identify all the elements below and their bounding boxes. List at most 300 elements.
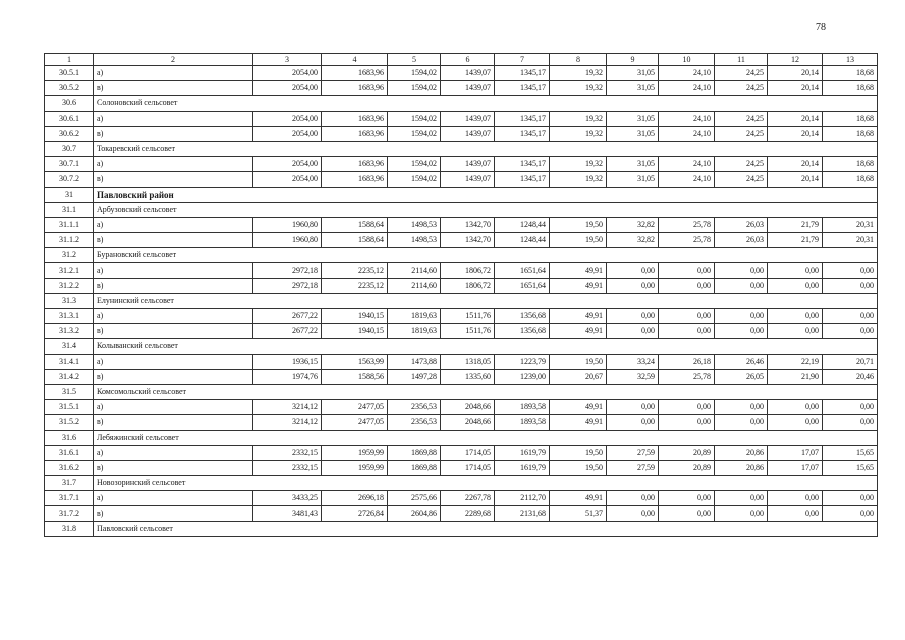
table-cell: 20,89 bbox=[659, 460, 715, 475]
table-cell: 31,05 bbox=[607, 66, 659, 81]
table-cell: 18,68 bbox=[823, 111, 878, 126]
table-cell: 20,14 bbox=[768, 66, 823, 81]
table-cell: 2235,12 bbox=[322, 278, 388, 293]
table-cell: 1594,02 bbox=[388, 66, 441, 81]
table-cell: 31,05 bbox=[607, 172, 659, 187]
row-label: Павловский сельсовет bbox=[94, 521, 878, 536]
table-cell: 2972,18 bbox=[253, 263, 322, 278]
table-row bbox=[45, 81, 878, 96]
row-code: 31.1 bbox=[45, 202, 94, 217]
row-code: 31.1.1 bbox=[45, 217, 94, 232]
table-cell: 24,10 bbox=[659, 157, 715, 172]
table-cell: 1936,15 bbox=[253, 354, 322, 369]
row-label: а) bbox=[94, 491, 253, 506]
table-cell: 2131,68 bbox=[495, 506, 550, 521]
table-cell: 27,59 bbox=[607, 445, 659, 460]
table-cell: 1511,76 bbox=[441, 309, 495, 324]
table-cell: 24,10 bbox=[659, 66, 715, 81]
table-cell: 2235,12 bbox=[322, 263, 388, 278]
row-label: а) bbox=[94, 66, 253, 81]
subsection-row bbox=[45, 248, 878, 263]
table-cell: 1594,02 bbox=[388, 126, 441, 141]
row-label: Комсомольский сельсовет bbox=[94, 384, 878, 399]
table-cell: 0,00 bbox=[823, 263, 878, 278]
table-cell: 0,00 bbox=[768, 400, 823, 415]
row-code: 31.2 bbox=[45, 248, 94, 263]
column-header: 7 bbox=[495, 54, 550, 66]
table-cell: 1819,63 bbox=[388, 324, 441, 339]
table-cell: 0,00 bbox=[823, 400, 878, 415]
row-code: 30.5.2 bbox=[45, 81, 94, 96]
column-header: 11 bbox=[715, 54, 768, 66]
table-cell: 1345,17 bbox=[495, 81, 550, 96]
table-cell: 0,00 bbox=[659, 491, 715, 506]
table-cell: 32,82 bbox=[607, 233, 659, 248]
table-cell: 2054,00 bbox=[253, 157, 322, 172]
row-label: а) bbox=[94, 309, 253, 324]
table-cell: 0,00 bbox=[823, 278, 878, 293]
column-header: 2 bbox=[94, 54, 253, 66]
table-cell: 0,00 bbox=[659, 506, 715, 521]
table-row bbox=[45, 66, 878, 81]
row-label: а) bbox=[94, 263, 253, 278]
table-cell: 26,18 bbox=[659, 354, 715, 369]
table-cell: 2604,86 bbox=[388, 506, 441, 521]
table-cell: 49,91 bbox=[550, 278, 607, 293]
column-header: 12 bbox=[768, 54, 823, 66]
table-row bbox=[45, 309, 878, 324]
table-cell: 2356,53 bbox=[388, 415, 441, 430]
table-row bbox=[45, 491, 878, 506]
row-code: 31.5.1 bbox=[45, 400, 94, 415]
table-cell: 0,00 bbox=[715, 324, 768, 339]
table-row bbox=[45, 324, 878, 339]
table-cell: 0,00 bbox=[607, 415, 659, 430]
table-cell: 0,00 bbox=[607, 278, 659, 293]
table-cell: 19,32 bbox=[550, 66, 607, 81]
table-cell: 1940,15 bbox=[322, 324, 388, 339]
row-code: 31.5.2 bbox=[45, 415, 94, 430]
table-cell: 0,00 bbox=[607, 324, 659, 339]
table-cell: 19,32 bbox=[550, 157, 607, 172]
table-cell: 20,31 bbox=[823, 217, 878, 232]
table-cell: 1497,28 bbox=[388, 369, 441, 384]
table-cell: 49,91 bbox=[550, 324, 607, 339]
table-cell: 2677,22 bbox=[253, 324, 322, 339]
page-number: 78 bbox=[816, 22, 826, 33]
subsection-row bbox=[45, 384, 878, 399]
table-cell: 24,10 bbox=[659, 81, 715, 96]
table-cell: 33,24 bbox=[607, 354, 659, 369]
table-cell: 2054,00 bbox=[253, 111, 322, 126]
row-label: в) bbox=[94, 233, 253, 248]
table-cell: 19,32 bbox=[550, 111, 607, 126]
table-cell: 1439,07 bbox=[441, 66, 495, 81]
table-cell: 25,78 bbox=[659, 217, 715, 232]
table-cell: 49,91 bbox=[550, 491, 607, 506]
district-row bbox=[45, 187, 878, 202]
table-cell: 1345,17 bbox=[495, 157, 550, 172]
table-cell: 22,19 bbox=[768, 354, 823, 369]
table-cell: 21,90 bbox=[768, 369, 823, 384]
table-cell: 15,65 bbox=[823, 445, 878, 460]
table-cell: 1683,96 bbox=[322, 172, 388, 187]
table-cell: 19,50 bbox=[550, 217, 607, 232]
table-row bbox=[45, 415, 878, 430]
subsection-row bbox=[45, 430, 878, 445]
table-cell: 18,68 bbox=[823, 157, 878, 172]
table-cell: 1683,96 bbox=[322, 126, 388, 141]
row-code: 31.7 bbox=[45, 476, 94, 491]
table-cell: 24,25 bbox=[715, 126, 768, 141]
table-cell: 1335,60 bbox=[441, 369, 495, 384]
table-row bbox=[45, 369, 878, 384]
table-cell: 1806,72 bbox=[441, 263, 495, 278]
table-cell: 24,25 bbox=[715, 172, 768, 187]
table-cell: 1239,00 bbox=[495, 369, 550, 384]
table-cell: 2054,00 bbox=[253, 172, 322, 187]
table-cell: 1439,07 bbox=[441, 126, 495, 141]
row-code: 30.6 bbox=[45, 96, 94, 111]
table-cell: 2048,66 bbox=[441, 415, 495, 430]
table-cell: 1594,02 bbox=[388, 111, 441, 126]
table-cell: 0,00 bbox=[715, 309, 768, 324]
subsection-row bbox=[45, 96, 878, 111]
table-cell: 15,65 bbox=[823, 460, 878, 475]
table-cell: 1683,96 bbox=[322, 157, 388, 172]
row-code: 31.6 bbox=[45, 430, 94, 445]
table-row bbox=[45, 400, 878, 415]
column-header: 1 bbox=[45, 54, 94, 66]
table-cell: 51,37 bbox=[550, 506, 607, 521]
table-cell: 31,05 bbox=[607, 81, 659, 96]
table-cell: 2112,70 bbox=[495, 491, 550, 506]
table-cell: 0,00 bbox=[823, 324, 878, 339]
table-cell: 1498,53 bbox=[388, 217, 441, 232]
table-cell: 24,25 bbox=[715, 111, 768, 126]
table-cell: 2696,18 bbox=[322, 491, 388, 506]
row-code: 31.6.2 bbox=[45, 460, 94, 475]
table-cell: 0,00 bbox=[607, 263, 659, 278]
table-cell: 2054,00 bbox=[253, 126, 322, 141]
table-row bbox=[45, 233, 878, 248]
row-code: 31.7.2 bbox=[45, 506, 94, 521]
table-cell: 19,32 bbox=[550, 81, 607, 96]
column-header: 13 bbox=[823, 54, 878, 66]
row-code: 31.4.2 bbox=[45, 369, 94, 384]
table-row bbox=[45, 506, 878, 521]
table-cell: 18,68 bbox=[823, 172, 878, 187]
table-cell: 1869,88 bbox=[388, 460, 441, 475]
table-cell: 0,00 bbox=[823, 491, 878, 506]
table-cell: 21,79 bbox=[768, 217, 823, 232]
table-cell: 24,10 bbox=[659, 172, 715, 187]
table-cell: 1345,17 bbox=[495, 126, 550, 141]
table-cell: 0,00 bbox=[715, 400, 768, 415]
table-cell: 19,32 bbox=[550, 172, 607, 187]
table-cell: 2267,78 bbox=[441, 491, 495, 506]
table-row bbox=[45, 354, 878, 369]
table-cell: 1651,64 bbox=[495, 263, 550, 278]
subsection-row bbox=[45, 293, 878, 308]
table-cell: 1806,72 bbox=[441, 278, 495, 293]
row-label: Бурановский сельсовет bbox=[94, 248, 878, 263]
table-cell: 1651,64 bbox=[495, 278, 550, 293]
row-code: 30.5.1 bbox=[45, 66, 94, 81]
tariff-table bbox=[44, 53, 878, 537]
table-cell: 0,00 bbox=[659, 415, 715, 430]
table-cell: 24,10 bbox=[659, 111, 715, 126]
row-code: 30.7 bbox=[45, 141, 94, 156]
row-code: 30.6.2 bbox=[45, 126, 94, 141]
table-cell: 1248,44 bbox=[495, 233, 550, 248]
table-cell: 1563,99 bbox=[322, 354, 388, 369]
table-cell: 24,25 bbox=[715, 157, 768, 172]
table-cell: 17,07 bbox=[768, 460, 823, 475]
row-code: 31.2.1 bbox=[45, 263, 94, 278]
row-label: Солоновский сельсовет bbox=[94, 96, 878, 111]
table-cell: 20,71 bbox=[823, 354, 878, 369]
table-cell: 3214,12 bbox=[253, 415, 322, 430]
row-label: в) bbox=[94, 172, 253, 187]
table-cell: 1683,96 bbox=[322, 111, 388, 126]
table-cell: 0,00 bbox=[607, 506, 659, 521]
table-cell: 1439,07 bbox=[441, 111, 495, 126]
table-row bbox=[45, 111, 878, 126]
table-cell: 32,82 bbox=[607, 217, 659, 232]
table-cell: 2332,15 bbox=[253, 445, 322, 460]
table-cell: 19,50 bbox=[550, 233, 607, 248]
table-cell: 26,03 bbox=[715, 233, 768, 248]
table-cell: 0,00 bbox=[607, 309, 659, 324]
row-code: 30.6.1 bbox=[45, 111, 94, 126]
row-code: 31.8 bbox=[45, 521, 94, 536]
table-cell: 1342,70 bbox=[441, 217, 495, 232]
table-cell: 18,68 bbox=[823, 126, 878, 141]
table-cell: 1345,17 bbox=[495, 172, 550, 187]
table-cell: 20,14 bbox=[768, 111, 823, 126]
table-cell: 1588,64 bbox=[322, 217, 388, 232]
table-cell: 32,59 bbox=[607, 369, 659, 384]
table-cell: 20,86 bbox=[715, 460, 768, 475]
table-cell: 0,00 bbox=[607, 491, 659, 506]
table-cell: 0,00 bbox=[768, 309, 823, 324]
row-label: Колыванский сельсовет bbox=[94, 339, 878, 354]
table-row bbox=[45, 263, 878, 278]
row-label: в) bbox=[94, 81, 253, 96]
table-cell: 0,00 bbox=[823, 415, 878, 430]
table-cell: 0,00 bbox=[768, 278, 823, 293]
subsection-row bbox=[45, 476, 878, 491]
table-cell: 2726,84 bbox=[322, 506, 388, 521]
row-label: а) bbox=[94, 157, 253, 172]
table-cell: 0,00 bbox=[768, 415, 823, 430]
row-label: Новозоринский сельсовет bbox=[94, 476, 878, 491]
row-label: в) bbox=[94, 415, 253, 430]
table-cell: 49,91 bbox=[550, 415, 607, 430]
row-code: 31.7.1 bbox=[45, 491, 94, 506]
table-row bbox=[45, 460, 878, 475]
table-cell: 20,67 bbox=[550, 369, 607, 384]
row-code: 31.3 bbox=[45, 293, 94, 308]
table-cell: 1223,79 bbox=[495, 354, 550, 369]
row-code: 31 bbox=[45, 187, 94, 202]
table-cell: 31,05 bbox=[607, 157, 659, 172]
table-cell: 2054,00 bbox=[253, 81, 322, 96]
table-cell: 1439,07 bbox=[441, 172, 495, 187]
table-cell: 1893,58 bbox=[495, 415, 550, 430]
subsection-row bbox=[45, 339, 878, 354]
table-cell: 20,46 bbox=[823, 369, 878, 384]
row-code: 31.4 bbox=[45, 339, 94, 354]
table-cell: 17,07 bbox=[768, 445, 823, 460]
row-code: 30.7.2 bbox=[45, 172, 94, 187]
row-code: 31.6.1 bbox=[45, 445, 94, 460]
table-cell: 1588,64 bbox=[322, 233, 388, 248]
table-cell: 2972,18 bbox=[253, 278, 322, 293]
row-label: а) bbox=[94, 354, 253, 369]
table-cell: 19,50 bbox=[550, 354, 607, 369]
table-cell: 1594,02 bbox=[388, 172, 441, 187]
table-cell: 26,46 bbox=[715, 354, 768, 369]
table-cell: 1869,88 bbox=[388, 445, 441, 460]
table-cell: 20,14 bbox=[768, 172, 823, 187]
table-cell: 0,00 bbox=[659, 324, 715, 339]
table-cell: 20,86 bbox=[715, 445, 768, 460]
table-cell: 0,00 bbox=[715, 263, 768, 278]
table-cell: 18,68 bbox=[823, 81, 878, 96]
table-cell: 0,00 bbox=[768, 491, 823, 506]
table-cell: 1473,88 bbox=[388, 354, 441, 369]
table-cell: 1960,80 bbox=[253, 233, 322, 248]
table-cell: 24,25 bbox=[715, 81, 768, 96]
table-cell: 31,05 bbox=[607, 111, 659, 126]
row-code: 31.5 bbox=[45, 384, 94, 399]
column-header: 9 bbox=[607, 54, 659, 66]
table-cell: 1619,79 bbox=[495, 460, 550, 475]
table-cell: 0,00 bbox=[715, 491, 768, 506]
table-cell: 24,10 bbox=[659, 126, 715, 141]
table-cell: 1714,05 bbox=[441, 460, 495, 475]
table-cell: 1619,79 bbox=[495, 445, 550, 460]
table-cell: 2114,60 bbox=[388, 263, 441, 278]
table-cell: 49,91 bbox=[550, 263, 607, 278]
table-cell: 1819,63 bbox=[388, 309, 441, 324]
table-cell: 19,32 bbox=[550, 126, 607, 141]
row-label: Лебяжинский сельсовет bbox=[94, 430, 878, 445]
table-cell: 1959,99 bbox=[322, 460, 388, 475]
row-label: Елунинский сельсовет bbox=[94, 293, 878, 308]
table-cell: 3214,12 bbox=[253, 400, 322, 415]
row-code: 31.3.2 bbox=[45, 324, 94, 339]
row-code: 31.3.1 bbox=[45, 309, 94, 324]
table-cell: 1356,68 bbox=[495, 324, 550, 339]
table-cell: 0,00 bbox=[823, 506, 878, 521]
row-label: в) bbox=[94, 369, 253, 384]
column-header: 5 bbox=[388, 54, 441, 66]
column-header: 6 bbox=[441, 54, 495, 66]
table-cell: 1356,68 bbox=[495, 309, 550, 324]
row-label: Арбузовский сельсовет bbox=[94, 202, 878, 217]
table-cell: 0,00 bbox=[715, 506, 768, 521]
row-code: 30.7.1 bbox=[45, 157, 94, 172]
table-cell: 2575,66 bbox=[388, 491, 441, 506]
column-header: 3 bbox=[253, 54, 322, 66]
table-cell: 1588,56 bbox=[322, 369, 388, 384]
table-cell: 25,78 bbox=[659, 369, 715, 384]
row-label: в) bbox=[94, 278, 253, 293]
table-cell: 2477,05 bbox=[322, 415, 388, 430]
table-cell: 2477,05 bbox=[322, 400, 388, 415]
row-code: 31.2.2 bbox=[45, 278, 94, 293]
table-cell: 1511,76 bbox=[441, 324, 495, 339]
table-cell: 26,03 bbox=[715, 217, 768, 232]
table-cell: 25,78 bbox=[659, 233, 715, 248]
row-label: в) bbox=[94, 460, 253, 475]
table-cell: 1893,58 bbox=[495, 400, 550, 415]
table-cell: 2054,00 bbox=[253, 66, 322, 81]
table-cell: 1345,17 bbox=[495, 111, 550, 126]
table-cell: 0,00 bbox=[659, 309, 715, 324]
table-cell: 2114,60 bbox=[388, 278, 441, 293]
row-code: 31.4.1 bbox=[45, 354, 94, 369]
table-cell: 1960,80 bbox=[253, 217, 322, 232]
table-cell: 2356,53 bbox=[388, 400, 441, 415]
table-row bbox=[45, 217, 878, 232]
row-label: в) bbox=[94, 324, 253, 339]
table-cell: 49,91 bbox=[550, 400, 607, 415]
table-cell: 0,00 bbox=[768, 324, 823, 339]
table-row bbox=[45, 172, 878, 187]
table-cell: 3433,25 bbox=[253, 491, 322, 506]
table-cell: 1683,96 bbox=[322, 81, 388, 96]
table-cell: 1714,05 bbox=[441, 445, 495, 460]
table-cell: 0,00 bbox=[768, 263, 823, 278]
table-cell: 49,91 bbox=[550, 309, 607, 324]
table-cell: 1342,70 bbox=[441, 233, 495, 248]
table-cell: 1439,07 bbox=[441, 157, 495, 172]
column-header: 4 bbox=[322, 54, 388, 66]
table-cell: 0,00 bbox=[659, 263, 715, 278]
subsection-row bbox=[45, 141, 878, 156]
table-cell: 0,00 bbox=[715, 278, 768, 293]
table-cell: 19,50 bbox=[550, 445, 607, 460]
subsection-row bbox=[45, 521, 878, 536]
table-cell: 1248,44 bbox=[495, 217, 550, 232]
table-cell: 1974,76 bbox=[253, 369, 322, 384]
table-cell: 27,59 bbox=[607, 460, 659, 475]
table-cell: 0,00 bbox=[607, 400, 659, 415]
row-label: а) bbox=[94, 400, 253, 415]
table-cell: 1345,17 bbox=[495, 66, 550, 81]
table-cell: 1439,07 bbox=[441, 81, 495, 96]
table-cell: 1594,02 bbox=[388, 81, 441, 96]
row-label: а) bbox=[94, 217, 253, 232]
table-cell: 24,25 bbox=[715, 66, 768, 81]
table-cell: 20,14 bbox=[768, 126, 823, 141]
table-cell: 2677,22 bbox=[253, 309, 322, 324]
table-cell: 1318,05 bbox=[441, 354, 495, 369]
row-code: 31.1.2 bbox=[45, 233, 94, 248]
table-cell: 3481,43 bbox=[253, 506, 322, 521]
row-label: в) bbox=[94, 506, 253, 521]
table-row bbox=[45, 126, 878, 141]
table-row bbox=[45, 445, 878, 460]
table-cell: 0,00 bbox=[768, 506, 823, 521]
column-header: 10 bbox=[659, 54, 715, 66]
table-cell: 2289,68 bbox=[441, 506, 495, 521]
table-cell: 20,31 bbox=[823, 233, 878, 248]
